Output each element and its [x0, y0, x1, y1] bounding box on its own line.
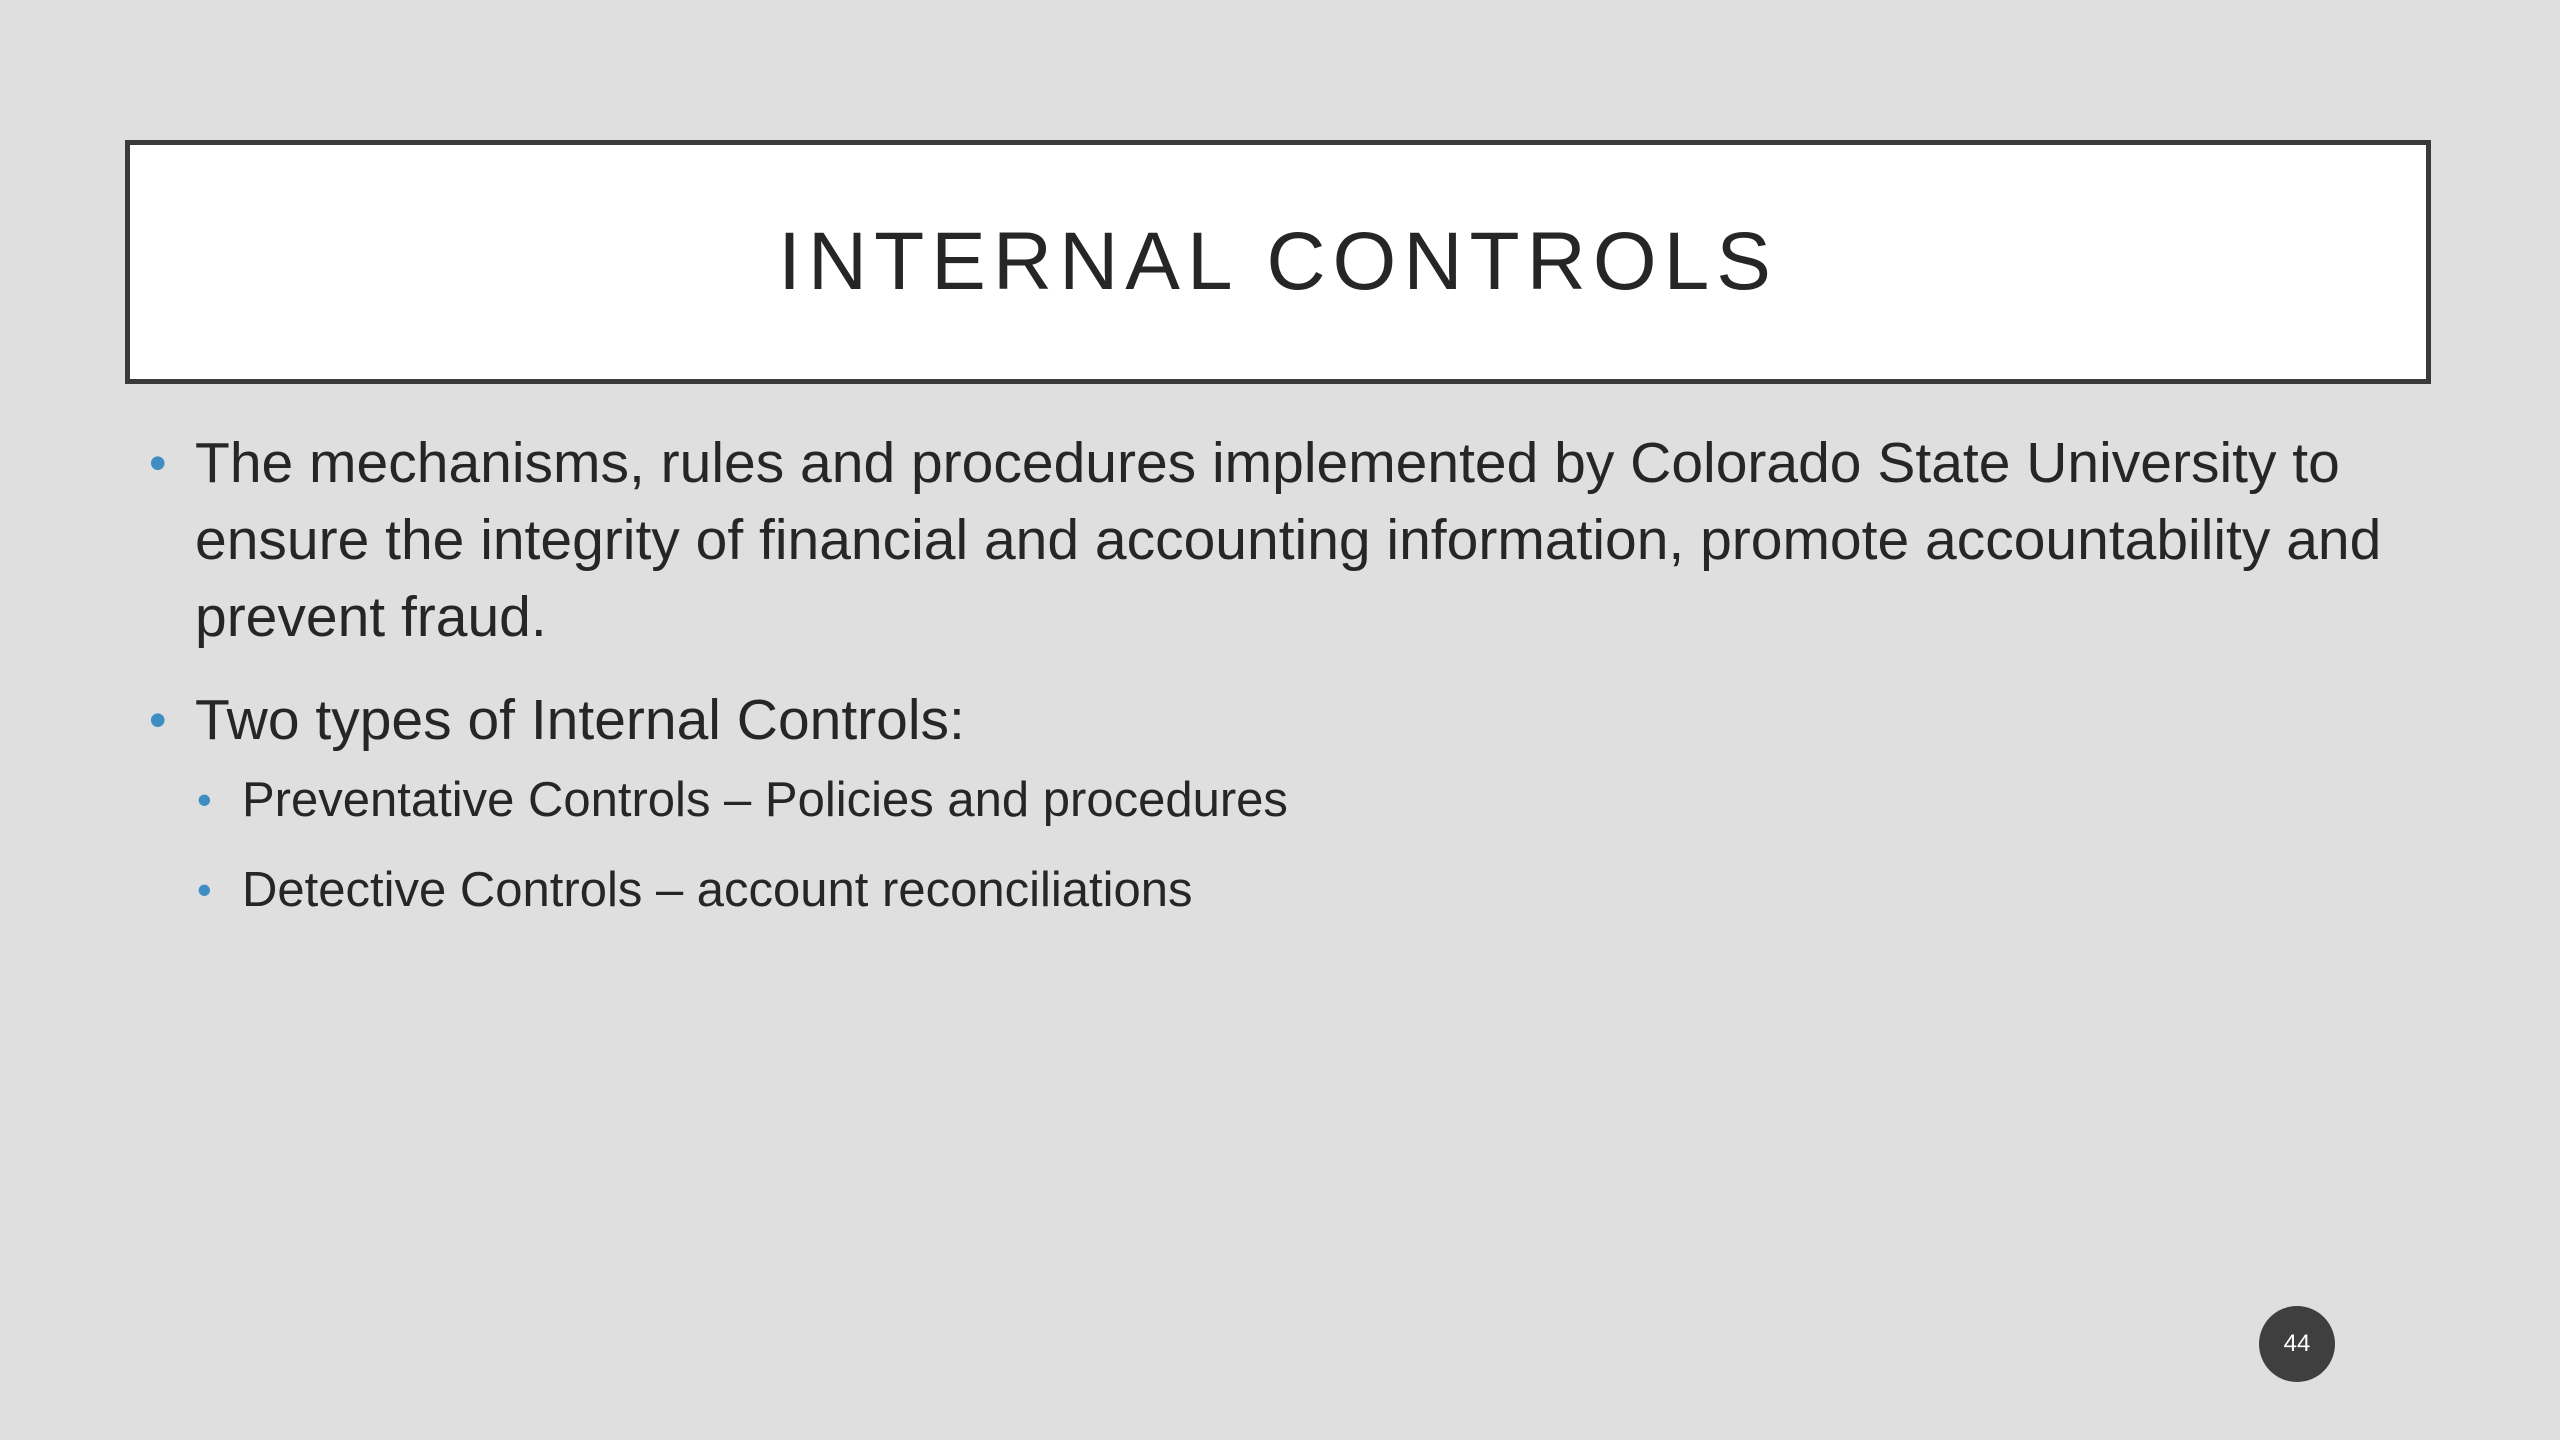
bullet-icon: • [197, 776, 212, 823]
bullet-list [145, 425, 2415, 923]
bullet-icon: • [149, 692, 167, 748]
bullet-icon: • [197, 866, 212, 913]
sub-bullet-list [195, 767, 2415, 923]
bullet-text: The mechanisms, rules and procedures implemented by Colorado State University to ensure the integrity of financial and accounting information, promote accountability and prevent fraud. [195, 431, 2382, 649]
page-number-badge: 44 [2259, 1306, 2335, 1382]
bullet-text: Two types of Internal Controls: [195, 688, 965, 752]
slide-content [145, 425, 2415, 949]
title-box [125, 140, 2431, 384]
bullet-item [145, 682, 2415, 923]
sub-bullet-item [195, 857, 2415, 923]
sub-bullet-text: Preventative Controls – Policies and procedures [242, 773, 1288, 827]
slide-title: INTERNAL CONTROLS [778, 216, 1778, 307]
bullet-icon: • [149, 435, 167, 491]
bullet-item [145, 425, 2415, 656]
sub-bullet-text: Detective Controls – account reconciliations [242, 863, 1193, 917]
sub-bullet-item [195, 767, 2415, 833]
